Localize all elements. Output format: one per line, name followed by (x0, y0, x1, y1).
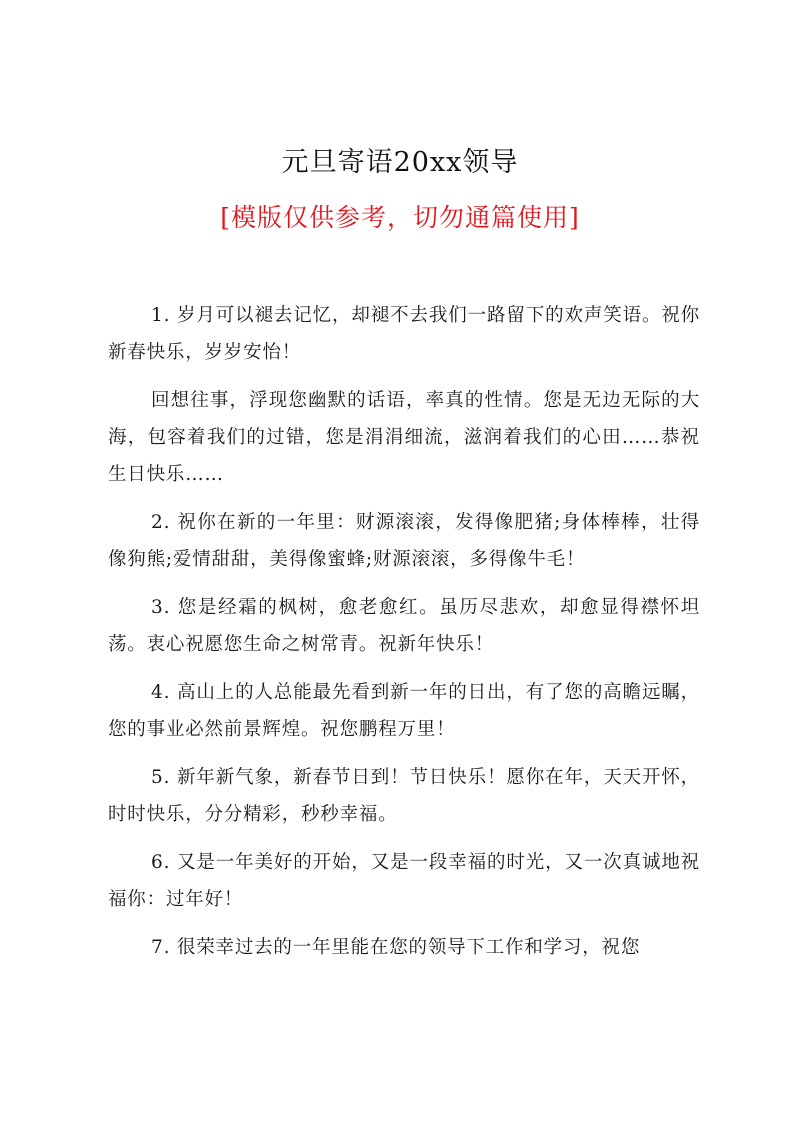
template-disclaimer: [模版仅供参考，切勿通篇使用] (220, 203, 580, 232)
document-body (108, 297, 700, 977)
paragraph-6: 5. 新年新气象，新春节日到！节日快乐！愿你在年，天天开怀，时时快乐，分分精彩，秒秒幸福。 (108, 767, 700, 825)
paragraph-7: 6. 又是一年美好的开始，又是一段幸福的时光，又一次真诚地祝福你：过年好！ (108, 852, 700, 910)
paragraph-8: 7. 很荣幸过去的一年里能在您的领导下工作和学习，祝您 (151, 937, 641, 958)
paragraph-1: 1. 岁月可以褪去记忆，却褪不去我们一路留下的欢声笑语。祝你新春快乐，岁岁安怡！ (108, 305, 700, 363)
paragraph-4: 3. 您是经霜的枫树，愈老愈红。虽历尽悲欢，却愈显得襟怀坦荡。衷心祝愿您生命之树常青。祝新年快乐！ (108, 597, 700, 655)
paragraph-5: 4. 高山上的人总能最先看到新一年的日出，有了您的高瞻远瞩，您的事业必然前景辉煌。祝您鹏程万里！ (108, 682, 700, 740)
document-title: 元旦寄语20xx领导 (281, 147, 519, 178)
paragraph-3: 2. 祝你在新的一年里：财源滚滚，发得像肥猪;身体棒棒，壮得像狗熊;爱情甜甜，美得像蜜蜂;财源滚滚，多得像牛毛！ (108, 512, 700, 570)
paragraph-2: 回想往事，浮现您幽默的话语，率真的性情。您是无边无际的大海，包容着我们的过错，您是涓涓细流，滋润着我们的心田……恭祝生日快乐…… (108, 390, 700, 485)
